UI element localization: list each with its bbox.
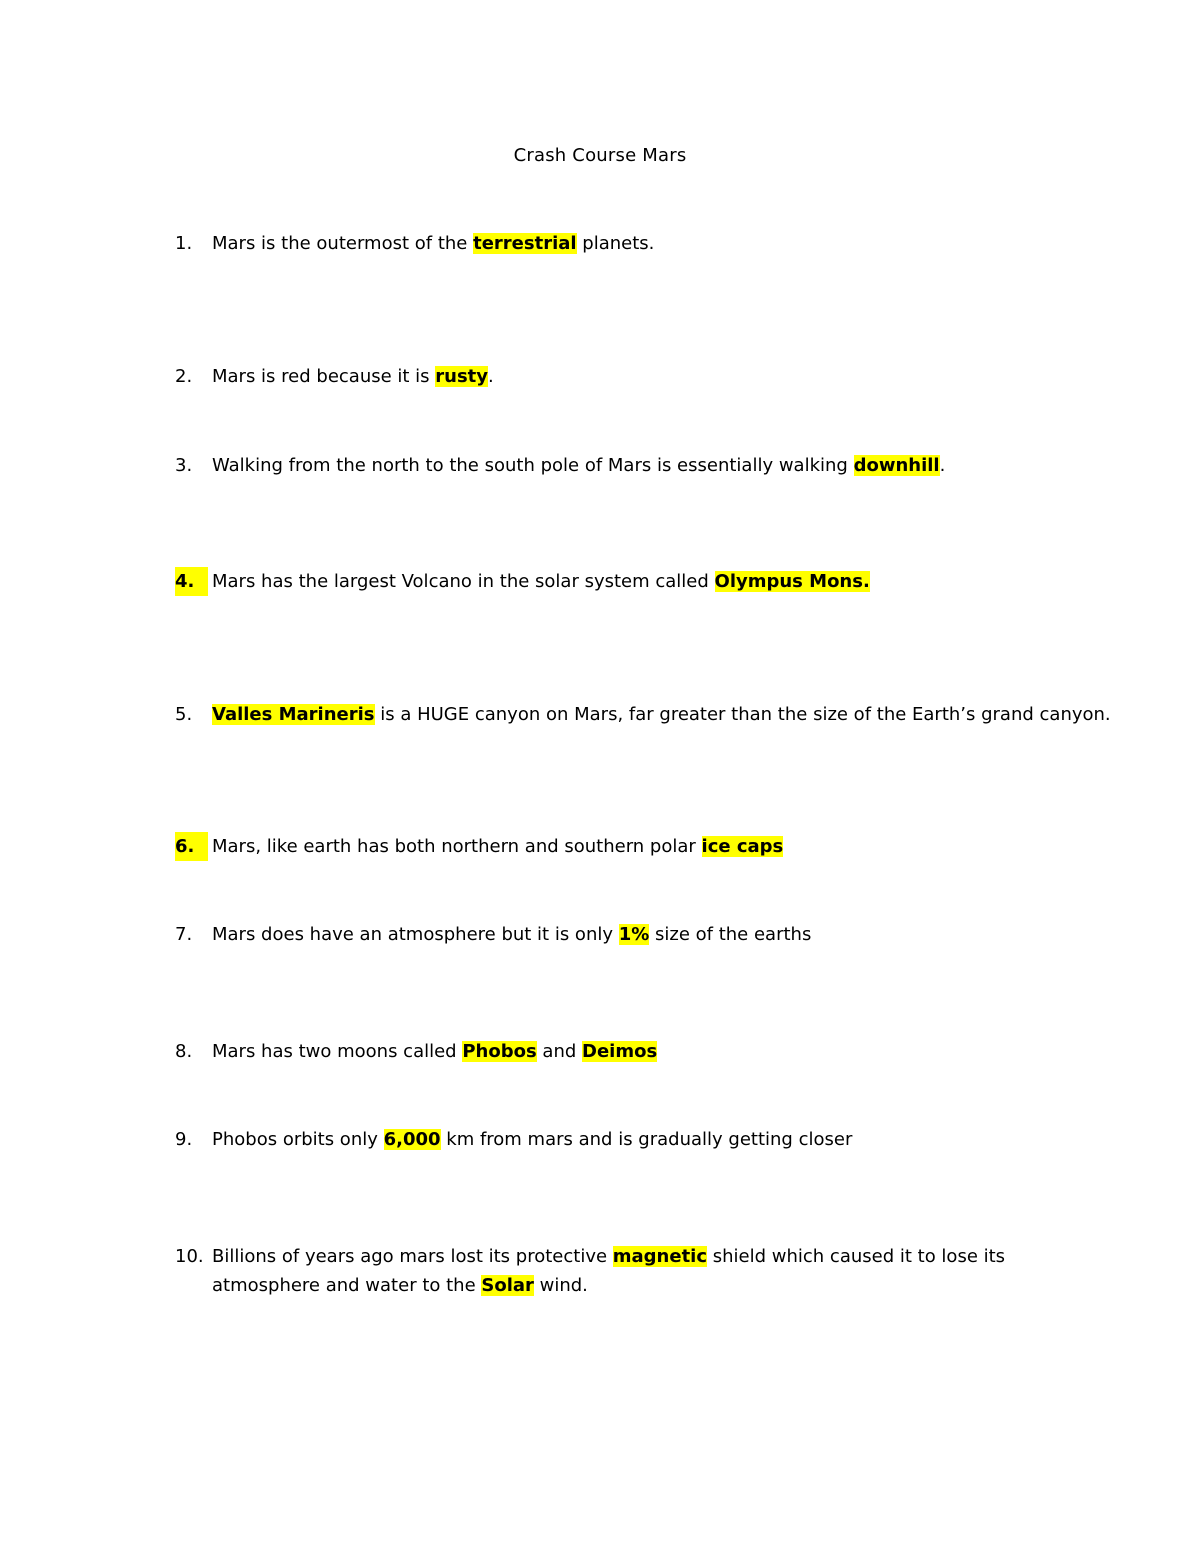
item-text: Mars is the outermost of the terrestrial planets.	[212, 233, 655, 254]
item-text: Mars has the largest Volcano in the solar system called Olympus Mons.	[212, 571, 870, 592]
highlighted-answer: downhill	[853, 455, 940, 476]
item-number: 3.	[175, 455, 193, 476]
item-number: 6.	[175, 832, 208, 861]
item-text: Mars has two moons called Phobos and Deimos	[212, 1041, 658, 1062]
item-text: Mars, like earth has both northern and southern polar ice caps	[212, 836, 784, 857]
highlighted-answer: Solar	[481, 1275, 534, 1296]
item-number: 2.	[175, 366, 193, 387]
item-text: Walking from the north to the south pole of Mars is essentially walking downhill.	[212, 455, 946, 476]
item-text: Mars is red because it is rusty.	[212, 366, 494, 387]
highlighted-answer: Deimos	[582, 1041, 658, 1062]
highlighted-answer: 1%	[618, 924, 650, 945]
highlighted-answer: magnetic	[612, 1246, 708, 1267]
item-number: 4.	[175, 567, 208, 596]
item-text: Billions of years ago mars lost its protective magnetic shield which caused it to lose its	[212, 1246, 1006, 1267]
item-number: 1.	[175, 233, 193, 254]
item-number: 7.	[175, 924, 193, 945]
document-title: Crash Course Mars	[513, 145, 687, 166]
item-text: Mars does have an atmosphere but it is only 1% size of the earths	[212, 924, 812, 945]
highlighted-answer: ice caps	[701, 836, 784, 857]
item-number: 10.	[175, 1246, 204, 1267]
item-text-continuation: atmosphere and water to the Solar wind.	[212, 1275, 588, 1296]
highlighted-answer: Phobos	[462, 1041, 537, 1062]
highlighted-answer: 6,000	[383, 1129, 441, 1150]
item-number: 9.	[175, 1129, 193, 1150]
item-number: 8.	[175, 1041, 193, 1062]
highlighted-answer: terrestrial	[473, 233, 577, 254]
highlighted-answer: Olympus Mons.	[714, 571, 870, 592]
highlighted-answer: rusty	[435, 366, 489, 387]
item-number: 5.	[175, 704, 193, 725]
highlighted-answer: Valles Marineris	[212, 704, 375, 725]
item-text: Phobos orbits only 6,000 km from mars and is gradually getting closer	[212, 1129, 853, 1150]
item-text: Valles Marineris is a HUGE canyon on Mars, far greater than the size of the Earth’s grand canyon.	[212, 704, 1111, 725]
